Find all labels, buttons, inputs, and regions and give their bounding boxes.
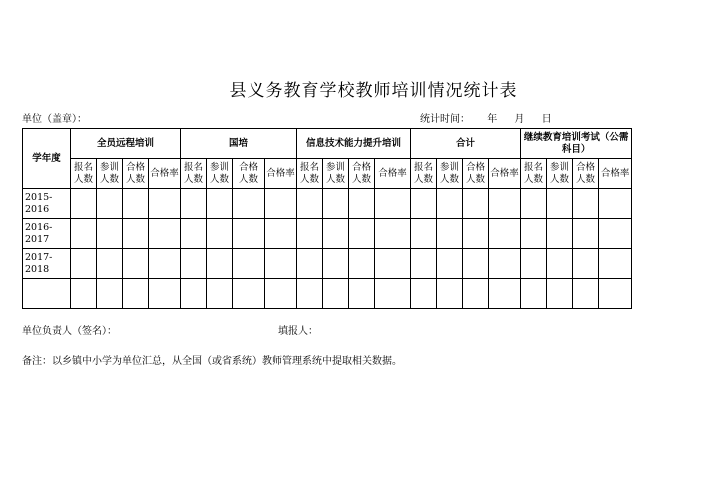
data-cell[interactable] — [375, 249, 411, 279]
data-cell[interactable] — [547, 189, 573, 219]
table-row — [23, 249, 632, 279]
subcolumn-label: 参训人数 — [326, 161, 346, 185]
subcolumn-label: 合格率 — [378, 167, 407, 179]
group-header: 全员远程培训 — [71, 129, 181, 159]
data-cell[interactable] — [323, 279, 349, 309]
data-cell[interactable] — [97, 279, 123, 309]
data-cell[interactable] — [437, 189, 463, 219]
data-cell[interactable] — [375, 279, 411, 309]
year-cell: 2017-2018 — [23, 249, 71, 279]
filler-label: 填报人： — [278, 326, 318, 337]
data-cell[interactable] — [573, 279, 599, 309]
subcolumn-label: 合格率 — [490, 167, 519, 179]
subcolumn-label: 参训人数 — [210, 161, 230, 185]
year-header: 学年度 — [23, 129, 71, 189]
data-cell[interactable] — [411, 219, 437, 249]
subcolumn-header — [375, 159, 411, 189]
data-cell[interactable] — [463, 189, 489, 219]
data-cell[interactable] — [207, 279, 233, 309]
subcolumn-label: 合格人数 — [466, 161, 486, 185]
data-cell[interactable] — [375, 189, 411, 219]
subcolumn-header — [349, 159, 375, 189]
subcolumn-label: 合格率 — [600, 167, 630, 179]
data-cell[interactable] — [297, 279, 323, 309]
data-cell[interactable] — [181, 189, 207, 219]
data-cell[interactable] — [123, 219, 149, 249]
subcolumn-header — [233, 159, 265, 189]
data-cell[interactable] — [599, 249, 632, 279]
data-cell[interactable] — [463, 249, 489, 279]
stat-time — [420, 110, 566, 125]
table-row — [23, 279, 632, 309]
data-cell[interactable] — [123, 249, 149, 279]
data-cell[interactable] — [375, 219, 411, 249]
data-cell[interactable] — [573, 249, 599, 279]
data-cell[interactable] — [265, 249, 297, 279]
data-cell[interactable] — [349, 249, 375, 279]
subcolumn-header — [547, 159, 573, 189]
data-cell[interactable] — [489, 249, 521, 279]
data-cell[interactable] — [349, 189, 375, 219]
data-cell[interactable] — [71, 219, 97, 249]
data-cell[interactable] — [297, 189, 323, 219]
subcolumn-header — [437, 159, 463, 189]
data-cell[interactable] — [97, 219, 123, 249]
data-cell[interactable] — [489, 219, 521, 249]
subcolumn-header — [463, 159, 489, 189]
year-cell: 2015-2016 — [23, 189, 71, 219]
data-cell[interactable] — [521, 279, 547, 309]
day-label: 日 — [541, 114, 552, 125]
header-row-subcolumns — [23, 159, 632, 189]
data-cell[interactable] — [181, 249, 207, 279]
data-cell[interactable] — [207, 249, 233, 279]
subcolumn-header — [521, 159, 547, 189]
data-cell[interactable] — [437, 219, 463, 249]
month-label: 月 — [514, 114, 525, 125]
data-cell[interactable] — [599, 279, 632, 309]
subcolumn-header — [149, 159, 181, 189]
subcolumn-header — [97, 159, 123, 189]
group-header: 继续教育培训考试（公需科目） — [521, 129, 632, 159]
subcolumn-label: 报名人数 — [184, 161, 204, 185]
year-cell — [23, 279, 71, 309]
data-cell[interactable] — [323, 219, 349, 249]
data-cell[interactable] — [521, 189, 547, 219]
data-cell[interactable] — [233, 189, 265, 219]
subcolumn-label: 合格人数 — [576, 161, 596, 185]
subcolumn-label: 参训人数 — [440, 161, 460, 185]
subcolumn-header — [297, 159, 323, 189]
subcolumn-header — [71, 159, 97, 189]
unit-label: 单位（盖章）： — [22, 114, 87, 125]
data-cell[interactable] — [521, 219, 547, 249]
data-cell[interactable] — [265, 189, 297, 219]
data-cell[interactable] — [123, 279, 149, 309]
data-cell[interactable] — [181, 219, 207, 249]
data-cell[interactable] — [437, 279, 463, 309]
data-cell[interactable] — [547, 219, 573, 249]
data-cell[interactable] — [411, 279, 437, 309]
data-cell[interactable] — [149, 279, 181, 309]
data-cell[interactable] — [97, 189, 123, 219]
data-cell[interactable] — [547, 279, 573, 309]
data-cell[interactable] — [599, 189, 632, 219]
subcolumn-header — [265, 159, 297, 189]
subcolumn-header — [207, 159, 233, 189]
stats-table — [22, 128, 632, 309]
data-cell[interactable] — [573, 189, 599, 219]
header-row-groups — [23, 129, 632, 159]
data-cell[interactable] — [599, 219, 632, 249]
subcolumn-header — [599, 159, 632, 189]
data-cell[interactable] — [411, 249, 437, 279]
subcolumn-label: 合格率 — [150, 167, 179, 179]
data-cell[interactable] — [123, 189, 149, 219]
data-cell[interactable] — [71, 279, 97, 309]
data-cell[interactable] — [521, 249, 547, 279]
subcolumn-header — [181, 159, 207, 189]
data-cell[interactable] — [411, 189, 437, 219]
subcolumn-label: 合格人数 — [352, 161, 372, 185]
data-cell[interactable] — [207, 219, 233, 249]
data-cell[interactable] — [149, 249, 181, 279]
data-cell[interactable] — [207, 189, 233, 219]
subcolumn-header — [123, 159, 149, 189]
subcolumn-label: 合格率 — [266, 167, 295, 179]
year-label: 年 — [487, 114, 498, 125]
subcolumn-label: 报名人数 — [300, 161, 320, 185]
data-cell[interactable] — [463, 279, 489, 309]
year-cell: 2016-2017 — [23, 219, 71, 249]
data-cell[interactable] — [349, 279, 375, 309]
table-row — [23, 219, 632, 249]
subcolumn-label: 报名人数 — [524, 161, 544, 185]
data-cell[interactable] — [323, 249, 349, 279]
data-cell[interactable] — [265, 219, 297, 249]
time-label: 统计时间： — [420, 114, 470, 125]
data-cell[interactable] — [233, 279, 265, 309]
subcolumn-label: 参训人数 — [550, 161, 570, 185]
subcolumn-header — [323, 159, 349, 189]
data-cell[interactable] — [149, 219, 181, 249]
data-cell[interactable] — [233, 249, 265, 279]
subcolumn-header — [573, 159, 599, 189]
data-cell[interactable] — [297, 219, 323, 249]
data-cell[interactable] — [297, 249, 323, 279]
data-cell[interactable] — [463, 219, 489, 249]
group-header: 国培 — [181, 129, 297, 159]
data-cell[interactable] — [573, 219, 599, 249]
subcolumn-label: 参训人数 — [99, 161, 119, 185]
data-cell[interactable] — [149, 189, 181, 219]
subcolumn-header — [411, 159, 437, 189]
subcolumn-label: 报名人数 — [73, 161, 93, 185]
data-cell[interactable] — [97, 249, 123, 279]
group-header: 合计 — [411, 129, 521, 159]
data-cell[interactable] — [489, 279, 521, 309]
responsible-label: 单位负责人（签名）： — [22, 326, 117, 337]
data-cell[interactable] — [437, 249, 463, 279]
data-cell[interactable] — [71, 249, 97, 279]
data-cell[interactable] — [489, 189, 521, 219]
group-header: 信息技术能力提升培训 — [297, 129, 411, 159]
table-row — [23, 189, 632, 219]
subcolumn-label: 报名人数 — [414, 161, 434, 185]
note: 备注：以乡镇中小学为单位汇总，从全国（或省系统）教师管理系统中提取相关数据。 — [22, 356, 402, 367]
data-cell[interactable] — [265, 279, 297, 309]
data-cell[interactable] — [71, 189, 97, 219]
data-cell[interactable] — [233, 219, 265, 249]
data-cell[interactable] — [323, 189, 349, 219]
data-cell[interactable] — [181, 279, 207, 309]
data-cell[interactable] — [547, 249, 573, 279]
subcolumn-label: 合格人数 — [125, 161, 145, 185]
page-title: 县义务教育学校教师培训情况统计表 — [229, 81, 518, 101]
subcolumn-header — [489, 159, 521, 189]
data-cell[interactable] — [349, 219, 375, 249]
subcolumn-label: 合格人数 — [239, 161, 259, 185]
